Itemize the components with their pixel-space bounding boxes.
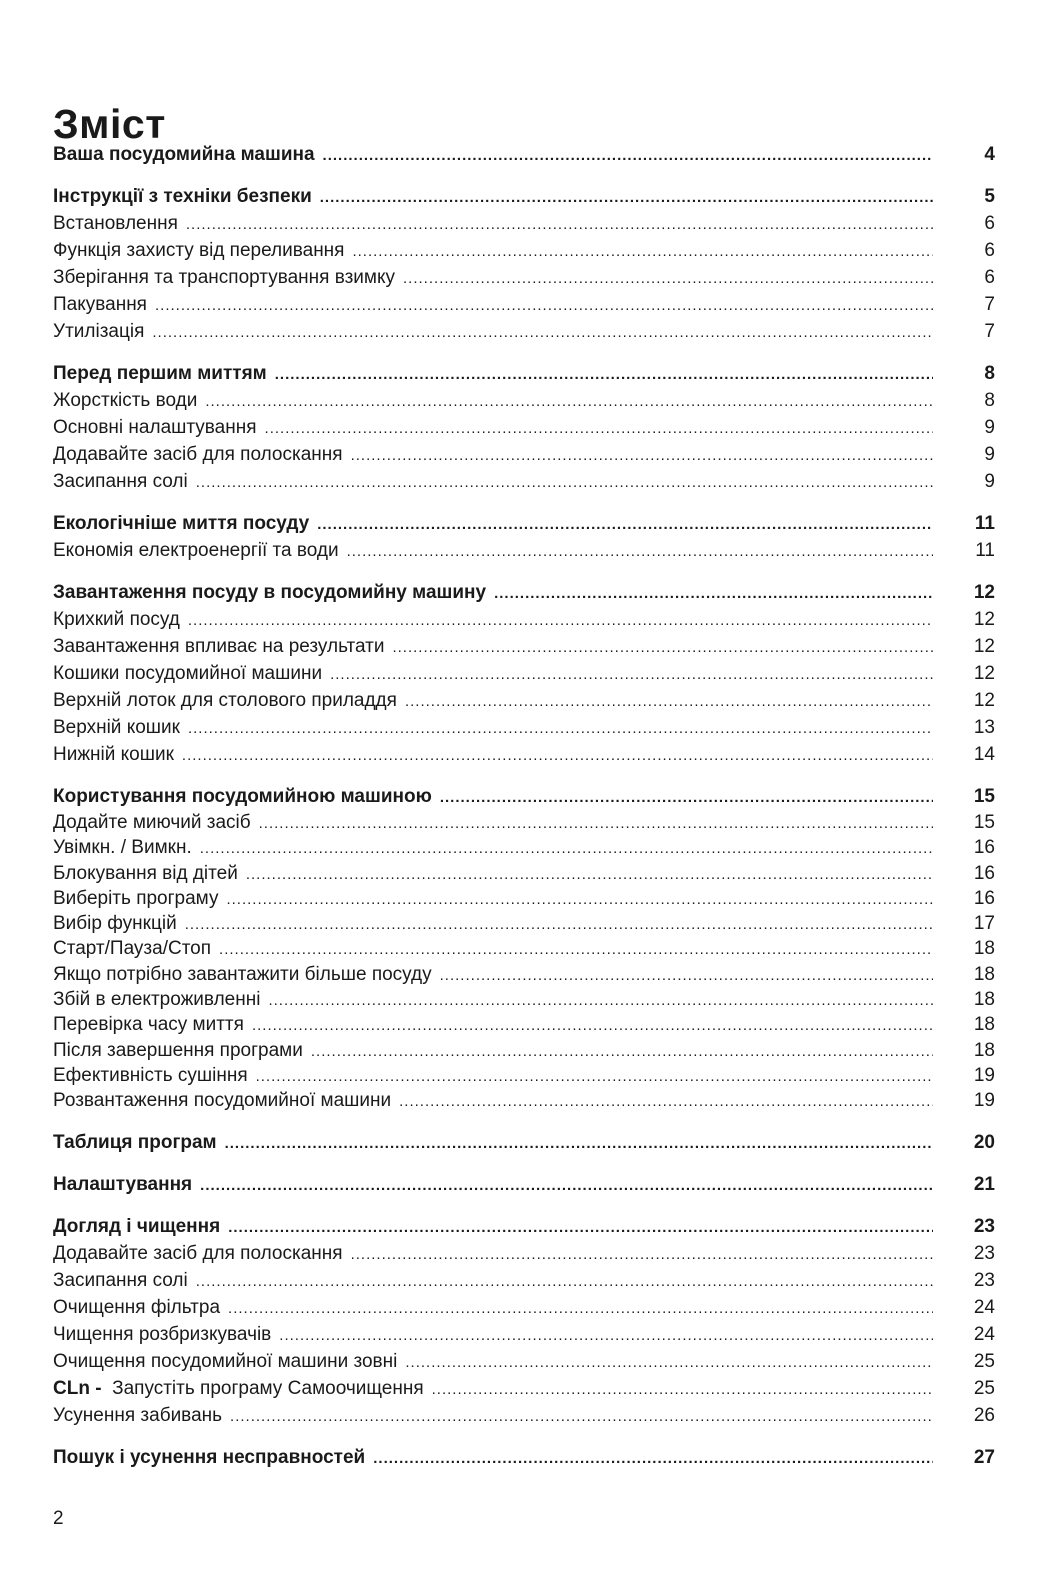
toc-entry-label: Ефективність сушіння: [53, 1064, 248, 1086]
toc-leader-dots: [185, 913, 933, 937]
toc-leader-dots: [188, 608, 933, 634]
toc-leader-dots: [205, 389, 933, 415]
toc-page-number: 24: [973, 1296, 995, 1318]
toc-page-number: 14: [973, 744, 995, 765]
toc-leader-dots: [323, 143, 933, 169]
toc-leader-dots: [259, 812, 933, 836]
toc-page-number: 23: [973, 1269, 995, 1291]
toc-entry-label: Догляд і чищення: [53, 1215, 221, 1237]
toc-page-number: 23: [973, 1242, 995, 1264]
toc-entry-label: Перевірка часу миття: [53, 1014, 244, 1036]
toc-entry-label: Додайте миючий засіб: [53, 812, 251, 833]
toc-page-number: 18: [973, 989, 995, 1011]
toc-entry-label: Верхній кошик: [53, 717, 180, 738]
toc-entry-text: Запустіть програму Самоочищення: [112, 1377, 424, 1399]
toc-entry-label: Пошук і усунення несправностей: [53, 1446, 366, 1468]
toc-entry-label: Зберігання та транспортування взимку: [53, 267, 396, 288]
toc-page-number: 21: [973, 1173, 995, 1195]
toc-page-number: 19: [973, 1064, 995, 1086]
toc-leader-dots: [317, 512, 933, 538]
toc-entry: [53, 887, 995, 912]
toc-entry-label: Користування посудомийною машиною: [53, 786, 432, 807]
toc-page-number: 9: [984, 444, 995, 465]
toc-page-number: 18: [973, 1039, 995, 1061]
toc-leader-dots: [265, 416, 933, 442]
toc-entry: [53, 442, 995, 469]
toc-entry-label: Додавайте засіб для полоскання: [53, 444, 343, 465]
toc-entry: [53, 238, 995, 265]
toc-page-number: 18: [973, 1014, 995, 1036]
toc-entry-label: Додавайте засіб для полоскання: [53, 1242, 343, 1264]
toc-entry-label: Якщо потрібно завантажити більше посуду: [53, 963, 432, 985]
toc-entry-label: Утилізація: [53, 321, 145, 342]
toc-leader-dots: [392, 635, 933, 661]
toc-entry: [53, 715, 995, 742]
toc-page-number: 16: [973, 887, 995, 909]
toc-entry: [53, 1241, 995, 1268]
toc-page-number: 12: [973, 609, 995, 630]
toc-entry: [53, 836, 995, 861]
toc-entry: [53, 661, 995, 688]
toc-page-number: 18: [973, 938, 995, 960]
page-title: Зміст: [53, 101, 166, 148]
toc-leader-dots: [219, 938, 933, 962]
toc-page-number: 25: [973, 1350, 995, 1372]
toc-page-number: 11: [974, 513, 995, 534]
toc-page-number: 12: [973, 636, 995, 657]
toc-entry: [53, 862, 995, 887]
toc-entry: [53, 742, 995, 769]
toc-page-number: 18: [973, 963, 995, 985]
toc-leader-dots: [311, 1040, 933, 1064]
toc-entry: [53, 415, 995, 442]
toc-entry-prefix: CLn -: [53, 1377, 102, 1399]
toc-leader-dots: [330, 662, 933, 688]
toc-entry-label: Очищення посудомийної машини зовні: [53, 1350, 398, 1372]
toc-entry-label: Завантаження посуду в посудомийну машину: [53, 582, 487, 603]
toc-leader-dots: [155, 293, 933, 319]
table-of-contents: [53, 142, 995, 1472]
toc-entry-label: Основні налаштування: [53, 417, 257, 438]
toc-entry: [53, 1268, 995, 1295]
toc-leader-dots: [440, 785, 933, 811]
toc-page-number: 12: [973, 690, 995, 711]
toc-entry-label: Таблиця програм: [53, 1131, 217, 1153]
toc-entry: [53, 211, 995, 238]
toc-entry: [53, 1322, 995, 1349]
toc-page-number: 26: [973, 1404, 995, 1426]
toc-page-number: 24: [973, 1323, 995, 1345]
toc-leader-dots: [440, 964, 933, 988]
toc-entry-label: Після завершення програми: [53, 1039, 303, 1061]
toc-entry: [53, 963, 995, 988]
toc-entry: [53, 1403, 995, 1430]
toc-leader-dots: [373, 1446, 933, 1472]
toc-entry-label: Ваша посудомийна машина: [53, 144, 315, 165]
toc-page-number: 11: [975, 540, 995, 561]
toc-entry: [53, 1064, 995, 1089]
toc-entry-label: Кошики посудомийної машини: [53, 663, 323, 684]
toc-page-number: 9: [984, 417, 995, 438]
toc-entry: [53, 1295, 995, 1322]
toc-leader-dots: [351, 443, 933, 469]
toc-page-number: 7: [984, 294, 995, 315]
toc-entry: [53, 988, 995, 1013]
toc-entry-label: Функція захисту від переливання: [53, 240, 345, 261]
toc-entry-label: Старт/Пауза/Стоп: [53, 938, 212, 960]
toc-leader-dots: [403, 266, 933, 292]
toc-leader-dots: [432, 1377, 933, 1403]
toc-section-heading: [53, 1172, 995, 1199]
toc-entry-label: Нижній кошик: [53, 744, 174, 765]
toc-leader-dots: [182, 743, 933, 769]
toc-entry: [53, 469, 995, 496]
toc-entry-label: Збій в електроживленні: [53, 989, 261, 1011]
toc-entry: [53, 688, 995, 715]
toc-entry-label: Виберіть програму: [53, 887, 219, 909]
toc-leader-dots: [228, 1296, 933, 1322]
toc-leader-dots: [399, 1090, 933, 1114]
toc-page-number: 5: [984, 186, 995, 207]
toc-page-number: 6: [984, 213, 995, 234]
toc-entry: [53, 634, 995, 661]
toc-entry-label: Розвантаження посудомийної машини: [53, 1090, 392, 1112]
toc-entry-label: Засипання солі: [53, 471, 188, 492]
toc-entry-label: Вибір функцій: [53, 913, 177, 935]
toc-section-heading: [53, 1130, 995, 1157]
toc-entry: [53, 388, 995, 415]
toc-leader-dots: [196, 1269, 933, 1295]
toc-leader-dots: [186, 212, 933, 238]
toc-entry: [53, 607, 995, 634]
toc-entry: [53, 265, 995, 292]
toc-page-number: 19: [973, 1090, 995, 1112]
toc-leader-dots: [152, 320, 933, 346]
toc-entry-label: Блокування від дітей: [53, 862, 238, 884]
toc-entry-label: Усунення забивань: [53, 1404, 223, 1426]
toc-leader-dots: [279, 1323, 933, 1349]
toc-section-heading: [53, 511, 995, 538]
toc-leader-dots: [226, 888, 933, 912]
toc-leader-dots: [494, 581, 933, 607]
toc-page-number: 8: [984, 363, 995, 384]
toc-leader-dots: [200, 1173, 933, 1199]
toc-entry: [53, 1013, 995, 1038]
toc-page-number: 4: [984, 144, 995, 165]
toc-entry: [53, 912, 995, 937]
toc-page-number: 15: [973, 812, 995, 833]
toc-page-number: 16: [973, 862, 995, 884]
toc-page-number: 13: [973, 717, 995, 738]
toc-page-number: 20: [973, 1131, 995, 1153]
toc-page-number: 7: [984, 321, 995, 342]
toc-leader-dots: [200, 837, 933, 861]
toc-entry: [53, 1089, 995, 1114]
toc-page-number: 12: [973, 663, 995, 684]
toc-leader-dots: [405, 689, 933, 715]
toc-leader-dots: [252, 1014, 933, 1038]
toc-entry-label: Встановлення: [53, 213, 178, 234]
toc-section-heading: [53, 184, 995, 211]
toc-entry-label: Засипання солі: [53, 1269, 188, 1291]
toc-entry-label: Економія електроенергії та води: [53, 540, 339, 561]
toc-section-heading: [53, 784, 995, 811]
toc-leader-dots: [320, 185, 933, 211]
toc-entry-label: Пакування: [53, 294, 147, 315]
toc-leader-dots: [268, 989, 933, 1013]
toc-leader-dots: [256, 1065, 933, 1089]
toc-entry-label: Інструкції з техніки безпеки: [53, 186, 312, 207]
toc-entry: [53, 1349, 995, 1376]
toc-entry-label: Налаштування: [53, 1173, 193, 1195]
toc-entry: [53, 538, 995, 565]
toc-entry-label: Крихкий посуд: [53, 609, 180, 630]
toc-entry: [53, 937, 995, 962]
toc-page-number: 23: [973, 1215, 995, 1237]
toc-leader-dots: [275, 362, 933, 388]
toc-leader-dots: [246, 863, 933, 887]
toc-entry-label: Верхній лоток для столового приладдя: [53, 690, 397, 711]
toc-entry: [53, 1376, 995, 1403]
toc-page-number: 6: [984, 267, 995, 288]
toc-leader-dots: [230, 1404, 933, 1430]
toc-leader-dots: [225, 1131, 933, 1157]
toc-page-number: 15: [973, 786, 995, 807]
toc-section-heading: [53, 1445, 995, 1472]
toc-entry: [53, 319, 995, 346]
toc-entry-label: Увімкн. / Вимкн.: [53, 837, 192, 859]
toc-leader-dots: [228, 1215, 933, 1241]
toc-page-number: 27: [973, 1446, 995, 1468]
toc-page-number: 12: [973, 582, 995, 603]
toc-page-number: 6: [984, 240, 995, 261]
toc-section-heading: [53, 142, 995, 169]
toc-entry-label: Чищення розбризкувачів: [53, 1323, 272, 1345]
toc-entry-label: [53, 1376, 424, 1402]
toc-page-number: 25: [973, 1377, 995, 1399]
toc-entry: [53, 292, 995, 319]
toc-entry-label: Завантаження впливає на результати: [53, 636, 385, 657]
toc-page-number: 16: [973, 837, 995, 859]
toc-entry: [53, 1039, 995, 1064]
toc-leader-dots: [347, 539, 933, 565]
page-number: 2: [53, 1508, 64, 1529]
toc-leader-dots: [405, 1350, 933, 1376]
toc-page-number: 8: [984, 390, 995, 411]
toc-leader-dots: [352, 239, 933, 265]
toc-entry-label: Екологічніше миття посуду: [53, 513, 310, 534]
toc-leader-dots: [188, 716, 933, 742]
toc-entry: [53, 811, 995, 836]
toc-leader-dots: [196, 470, 933, 496]
toc-section-heading: [53, 1214, 995, 1241]
toc-page-number: 9: [984, 471, 995, 492]
toc-leader-dots: [351, 1242, 933, 1268]
toc-entry-label: Перед першим миттям: [53, 363, 267, 384]
toc-entry-label: Жорсткість води: [53, 390, 198, 411]
toc-section-heading: [53, 580, 995, 607]
toc-page-number: 17: [973, 913, 995, 935]
toc-section-heading: [53, 361, 995, 388]
toc-entry-label: Очищення фільтра: [53, 1296, 221, 1318]
